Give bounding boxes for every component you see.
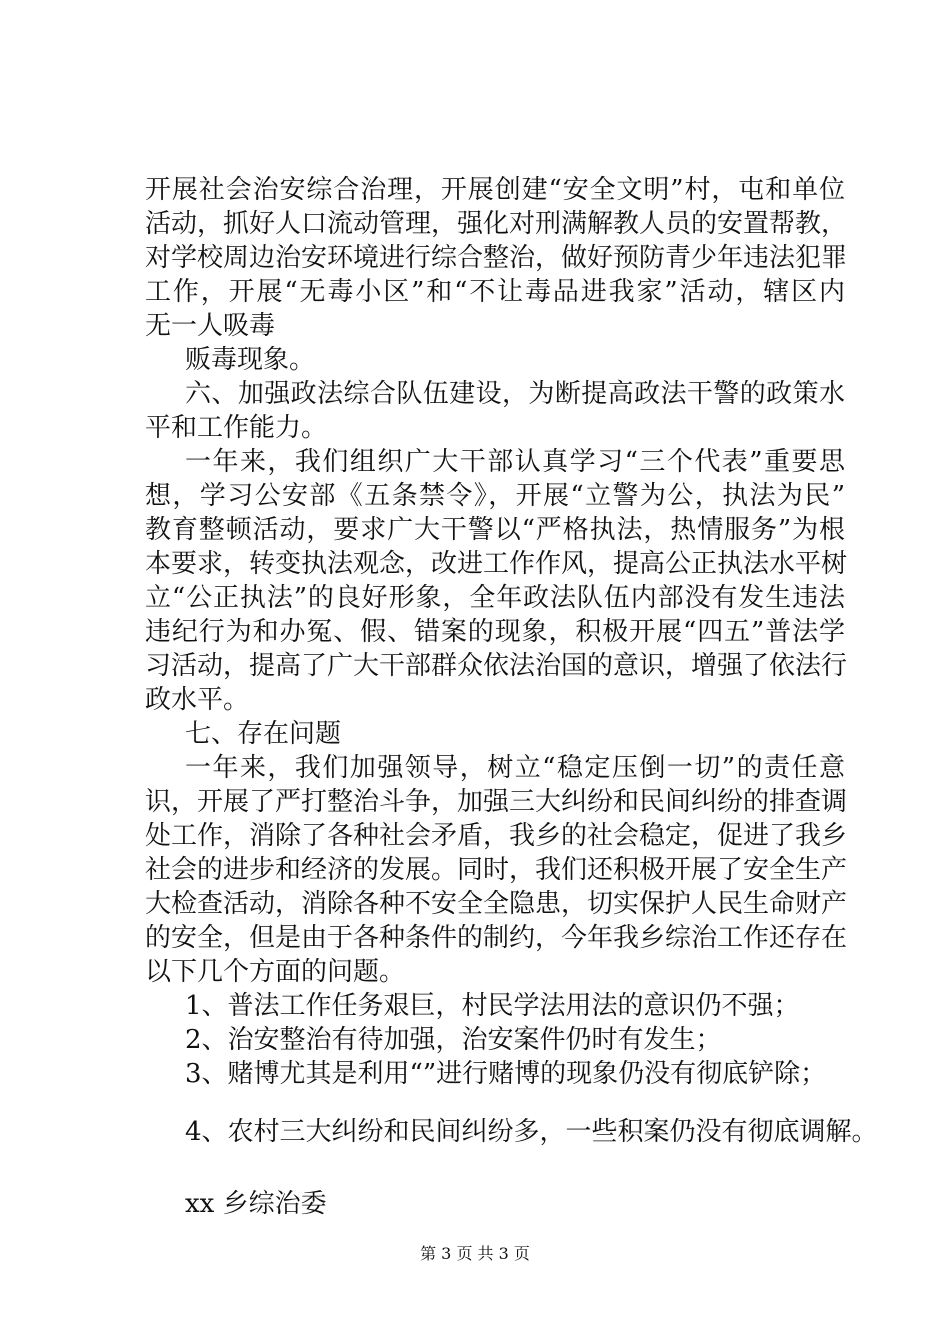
- page-footer: 第 3 页 共 3 页: [420, 1244, 530, 1263]
- text-line: 的安全，但是由于各种条件的制约，今年我乡综治工作还存在: [145, 923, 848, 953]
- text-line: 以下几个方面的问题。: [145, 957, 406, 987]
- text-line: 本要求，转变执法观念，改进工作作风，提高公正执法水平树: [145, 549, 848, 579]
- text-line: 习活动，提高了广大干部群众依法治国的意识，增强了依法行: [145, 651, 848, 681]
- text-line: 无一人吸毒: [145, 311, 276, 341]
- text-line: 贩毒现象。: [185, 345, 316, 375]
- text-line: 社会的进步和经济的发展。同时，我们还积极开展了安全生产: [145, 855, 848, 885]
- signature-line: xx 乡综治委: [185, 1189, 327, 1219]
- text-line: 处工作，消除了各种社会矛盾，我乡的社会稳定，促进了我乡: [145, 821, 848, 851]
- text-line: 工作，开展“无毒小区”和“不让毒品进我家”活动，辖区内: [145, 277, 845, 307]
- text-line: 教育整顿活动，要求广大干警以“严格执法，热情服务”为根: [145, 515, 845, 545]
- list-item: 1、普法工作任务艰巨，村民学法用法的意识仍不强；: [185, 991, 800, 1021]
- text-line: 立“公正执法”的良好形象，全年政法队伍内部没有发生违法: [145, 583, 845, 613]
- section-heading: 七、存在问题: [185, 719, 342, 749]
- text-line: 一年来，我们加强领导，树立“稳定压倒一切”的责任意: [185, 753, 845, 783]
- section-heading: 六、加强政法综合队伍建设，为断提高政法干警的政策水: [185, 379, 845, 409]
- list-item: 2、治安整治有待加强，治安案件仍时有发生；: [185, 1025, 722, 1055]
- text-line: 活动，抓好人口流动管理，强化对刑满解教人员的安置帮教，: [145, 209, 848, 239]
- text-line: 开展社会治安综合治理，开展创建“安全文明”村，屯和单位: [145, 175, 845, 205]
- list-item: 3、赌博尤其是利用“”进行赌博的现象仍没有彻底铲除；: [185, 1059, 827, 1089]
- text-line: 一年来，我们组织广大干部认真学习“三个代表”重要思: [185, 447, 845, 477]
- text-line: 大检查活动，消除各种不安全全隐患，切实保护人民生命财产: [145, 889, 848, 919]
- text-line: 想，学习公安部《五条禁令》，开展“立警为公，执法为民”: [145, 481, 845, 511]
- list-item: 4、农村三大纠纷和民间纠纷多，一些积案仍没有彻底调解。: [185, 1117, 878, 1147]
- text-line: 对学校周边治安环境进行综合整治，做好预防青少年违法犯罪: [145, 243, 848, 273]
- text-line: 平和工作能力。: [145, 413, 328, 443]
- text-line: 政水平。: [145, 685, 250, 715]
- text-line: 违纪行为和办冤、假、错案的现象，积极开展“四五”普法学: [145, 617, 845, 647]
- document-body: [145, 173, 878, 1221]
- text-line: 识，开展了严打整治斗争，加强三大纠纷和民间纠纷的排查调: [145, 787, 848, 817]
